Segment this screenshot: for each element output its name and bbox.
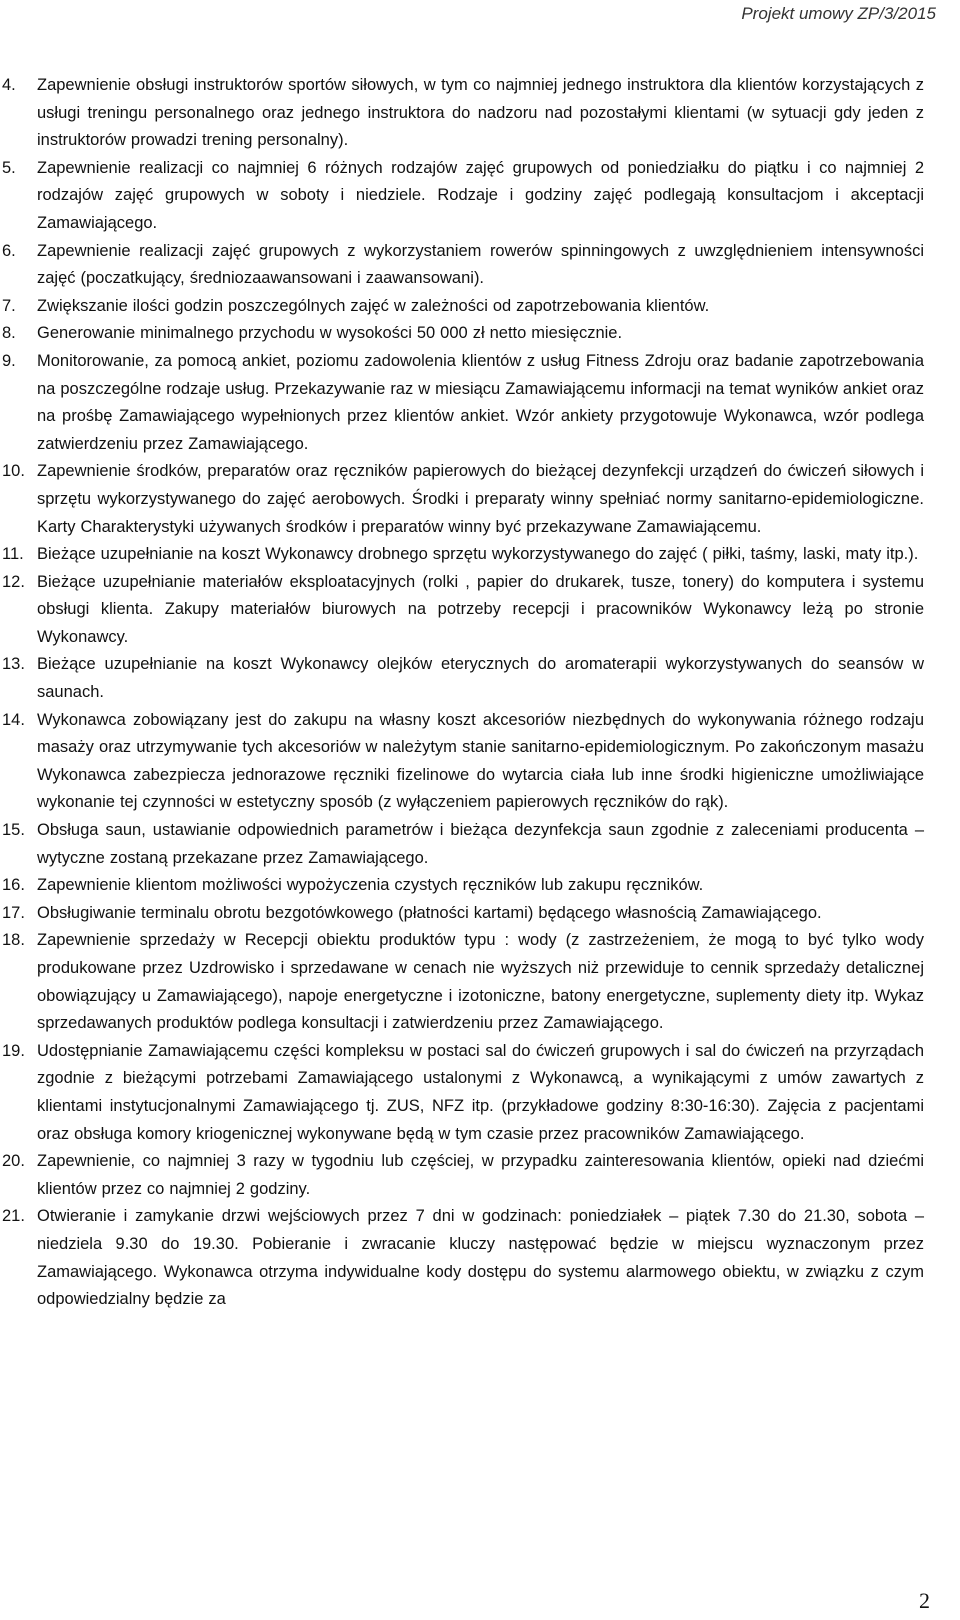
list-item-number: 17. xyxy=(2,903,25,922)
list-item-number: 4. xyxy=(2,76,16,94)
list-item xyxy=(0,541,960,569)
list-item xyxy=(0,72,960,155)
list-item xyxy=(0,348,960,458)
list-item xyxy=(0,320,960,348)
list-item-number: 19. xyxy=(2,1041,25,1060)
list-item-text: Zapewnienie środków, preparatów oraz ręczników papierowych do bieżącej dezynfekcji urządzeń do ćwiczeń siłowych i sprzętu wykorzystywanego do zajęć aerobowych. Środki i preparaty winny spełniać normy sanitarno-epidemiologiczne. Karty Charakterystyki używanych środków i preparatów winny być przekazywane Zamawiającemu. xyxy=(37,462,924,536)
list-item-text: Zwiększanie ilości godzin poszczególnych zajęć w zależności od zapotrzebowania klientów. xyxy=(37,296,710,315)
list-item-number: 7. xyxy=(2,296,16,315)
list-item-text: Bieżące uzupełnianie na koszt Wykonawcy olejków eterycznych do aromaterapii wykorzystywanych do seansów w saunach. xyxy=(37,655,924,702)
list-item xyxy=(0,1038,960,1148)
list-item xyxy=(0,1203,960,1313)
list-item-text: Zapewnienie realizacji zajęć grupowych z wykorzystaniem rowerów spinningowych z uwzględnieniem intensywności zajęć (poczatkujący, średniozaawansowani i zaawansowani). xyxy=(37,241,924,288)
list-item-text: Bieżące uzupełnianie materiałów eksploatacyjnych (rolki , papier do drukarek, tusze, tonery) do komputera i systemu obsługi klienta. Zakupy materiałów biurowych na potrzeby recepcji i pracowników Wykonawcy leżą po stronie Wykonawcy. xyxy=(37,572,924,646)
list-item-text: Zapewnienie sprzedaży w Recepcji obiektu produktów typu : wody (z zastrzeżeniem, że mogą to być tylko wody produkowane przez Uzdrowisko i sprzedawane w cenach nie wyższych niż przewiduje to cennik sprzedaży detalicznej obowiązujący u Zamawiającego), napoje energetyczne i izotoniczne, batony energetyczne, suplementy diety itp. Wykaz sprzedawanych produktów podlega konsultacji i zatwierdzeniu przez Zamawiającego. xyxy=(37,931,924,1033)
list-item-text: Udostępnianie Zamawiającemu części kompleksu w postaci sal do ćwiczeń grupowych i sal do ćwiczeń na przyrządach zgodnie z bieżącymi potrzebami Zamawiającego ustalonymi z Wykonawcą, a wynikającymi z umów zawartych z klientami instytucjonalnymi Zamawiającego tj. ZUS, NFZ itp. (przykładowe godziny 8:30-16:30). Zajęcia z pacjentami oraz obsługa komory kriogenicznej wykonywane będą w tym czasie przez pracowników Zamawiającego. xyxy=(37,1041,924,1143)
list-item-number: 6. xyxy=(2,241,16,260)
list-item-number: 11. xyxy=(2,545,24,564)
list-item-number: 15. xyxy=(2,821,25,840)
list-item-number: 21. xyxy=(2,1207,25,1226)
list-item-text: Zapewnienie klientom możliwości wypożyczenia czystych ręczników lub zakupu ręczników. xyxy=(37,876,704,895)
list-item xyxy=(0,707,960,817)
list-item-text: Zapewnienie, co najmniej 3 razy w tygodniu lub częściej, w przypadku zainteresowania klientów, opieki nad dziećmi klientów przez co najmniej 2 godziny. xyxy=(37,1152,924,1198)
list-item xyxy=(0,927,960,1037)
list-item-text: Zapewnienie obsługi instruktorów sportów siłowych, w tym co najmniej jednego instruktora dla klientów korzystających z usługi treningu personalnego oraz jednego instruktora do nadzoru nad pozostałymi klientami (w sytuacji gdy jeden z instruktorów prowadzi trening personalny). xyxy=(37,76,924,150)
list-item xyxy=(0,817,960,872)
list-item xyxy=(0,872,960,900)
list-item xyxy=(0,155,960,238)
list-item-text: Otwieranie i zamykanie drzwi wejściowych przez 7 dni w godzinach: poniedziałek – piątek 7.30 do 21.30, sobota – niedziela 9.30 do 19.30. Pobieranie i zwracanie kluczy następować będzie w miejscu wyznaczonym przez Zamawiającego. Wykonawca otrzyma indywidualne kody dostępu do systemu alarmowego obiektu, w związku z czym odpowiedzialny będzie za xyxy=(37,1207,924,1309)
list-item-number: 18. xyxy=(2,931,25,950)
list-item-number: 5. xyxy=(2,158,16,177)
list-item-text: Monitorowanie, za pomocą ankiet, poziomu zadowolenia klientów z usług Fitness Zdroju oraz badanie zapotrzebowania na poszczególne rodzaje usług. Przekazywanie raz w miesiącu Zamawiającemu informacji na temat wyników ankiet oraz na prośbę Zamawiającego wypełnionych przez klientów ankiet. Wzór ankiety przygotowuje Wykonawca, wzór podlega zatwierdzeniu przez Zamawiającego. xyxy=(37,351,924,453)
list-item-text: Obsługiwanie terminalu obrotu bezgotówkowego (płatności kartami) będącego własnością Zamawiającego. xyxy=(37,903,822,922)
list-item-number: 8. xyxy=(2,324,16,343)
list-item-number: 16. xyxy=(2,876,25,895)
list-item-text: Wykonawca zobowiązany jest do zakupu na własny koszt akcesoriów niezbędnych do wykonywania różnego rodzaju masaży oraz utrzymywanie tych akcesoriów w należytym stanie sanitarno-epidemiologicznym. Po zakończonym masażu Wykonawca zabezpiecza jednorazowe ręczniki fizelinowe do wytarcia ciała lub inne środki higieniczne umożliwiające wykonanie tej czynności w estetyczny sposób (z wyłączeniem papierowych ręczników do rąk). xyxy=(37,710,924,812)
page-number: 2 xyxy=(919,1588,930,1613)
list-item-text: Zapewnienie realizacji co najmniej 6 różnych rodzajów zajęć grupowych od poniedziałku do piątku i co najmniej 2 rodzajów zajęć grupowych w soboty i niedziele. Rodzaje i godziny zajęć podlegają konsultacjom i akceptacji Zamawiającego. xyxy=(37,158,924,232)
list-item-number: 20. xyxy=(2,1152,25,1171)
numbered-list xyxy=(0,72,960,1314)
list-item xyxy=(0,569,960,652)
list-item-number: 12. xyxy=(2,572,25,591)
list-item xyxy=(0,293,960,321)
list-item-text: Generowanie minimalnego przychodu w wysokości 50 000 zł netto miesięcznie. xyxy=(37,324,623,343)
list-item-text: Bieżące uzupełnianie na koszt Wykonawcy drobnego sprzętu wykorzystywanego do zajęć ( piłki, taśmy, laski, maty itp.). xyxy=(37,545,919,564)
list-item-number: 13. xyxy=(2,655,25,674)
list-item-number: 9. xyxy=(2,351,16,370)
list-item-text: Obsługa saun, ustawianie odpowiednich parametrów i bieżąca dezynfekcja saun zgodnie z zaleceniami producenta – wytyczne zostaną przekazane przez Zamawiającego. xyxy=(37,821,924,867)
list-item xyxy=(0,1148,960,1203)
list-item xyxy=(0,900,960,928)
list-item-number: 14. xyxy=(2,710,25,729)
list-item xyxy=(0,238,960,293)
page-header: Projekt umowy ZP/3/2015 xyxy=(741,4,936,23)
list-item-number: 10. xyxy=(2,462,25,481)
list-item xyxy=(0,651,960,706)
list-item xyxy=(0,458,960,541)
